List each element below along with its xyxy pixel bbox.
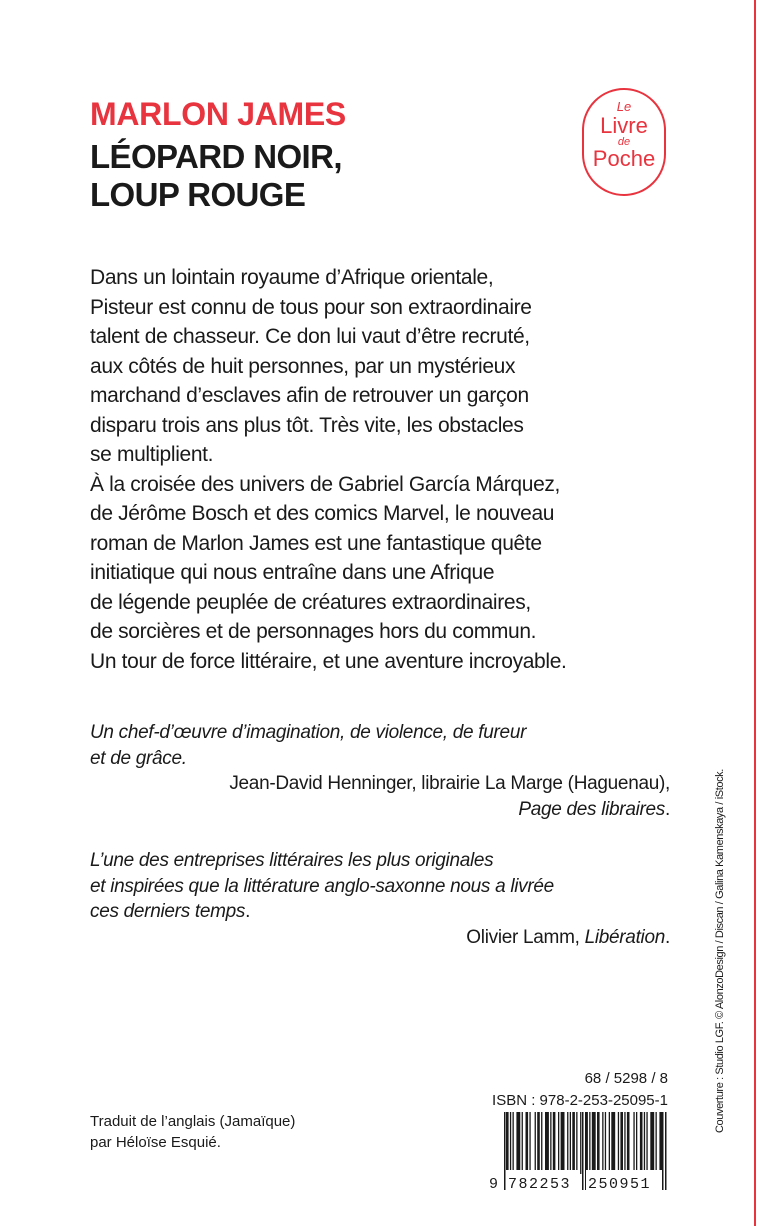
quote-author: Olivier Lamm, xyxy=(466,926,585,948)
barcode-bar xyxy=(624,1112,625,1174)
barcode-bar xyxy=(620,1112,623,1174)
barcode-bar xyxy=(605,1112,606,1174)
red-edge-rule xyxy=(754,0,756,1226)
quote-source-line xyxy=(90,797,670,823)
quote-line: et inspirées que la littérature anglo-saxonne nous a livrée xyxy=(90,875,554,897)
book-title xyxy=(90,138,342,214)
quote-attribution xyxy=(90,925,670,951)
barcode-bar xyxy=(580,1112,581,1174)
blurb-text xyxy=(90,263,690,676)
barcode-guard-bar xyxy=(665,1112,667,1190)
translator-credit xyxy=(90,1111,295,1153)
barcode-bar xyxy=(561,1112,565,1174)
blurb-line: de Jérôme Bosch et des comics Marvel, le nouveau xyxy=(90,502,555,525)
logo-text: Le xyxy=(616,99,632,114)
barcode-bar xyxy=(576,1112,577,1174)
barcode-bar xyxy=(558,1112,559,1174)
blurb-line: marchand d’esclaves afin de retrouver un garçon xyxy=(90,384,529,407)
blurb-line: À la croisée des univers de Gabriel García Márquez, xyxy=(90,472,561,496)
review-quote xyxy=(90,848,670,950)
quote-line: et de grâce. xyxy=(90,747,187,769)
blurb-line: disparu trois ans plus tôt. Très vite, les obstacles xyxy=(90,413,524,437)
barcode-bar xyxy=(636,1112,637,1174)
barcode-guard-bar xyxy=(662,1112,664,1190)
barcode-bar xyxy=(506,1112,509,1174)
blurb-line: Pisteur est connu de tous pour son extraordinaire xyxy=(90,295,532,319)
quote-source: Page des libraires xyxy=(518,798,666,820)
logo-text: de xyxy=(617,136,631,148)
barcode-bar xyxy=(567,1112,568,1174)
blurb-line: Un tour de force littéraire, et une aventure incroyable. xyxy=(90,649,567,673)
barcode-bar xyxy=(537,1112,540,1174)
catalog-number: 68 / 5298 / 8 xyxy=(584,1070,668,1087)
blurb-line: Dans un lointain royaume d’Afrique orientale, xyxy=(90,266,494,289)
barcode-bar xyxy=(659,1112,662,1174)
barcode-guard-bar xyxy=(582,1112,584,1190)
blurb-line: talent de chasseur. Ce don lui vaut d’être recruté, xyxy=(90,325,530,348)
barcode-bar xyxy=(611,1112,615,1174)
barcode-bar xyxy=(513,1112,514,1174)
quote-line-suffix: . xyxy=(245,901,251,922)
barcode-bar xyxy=(602,1112,603,1174)
barcode-bar xyxy=(545,1112,549,1174)
barcode-digits-right: 250951 xyxy=(588,1176,652,1190)
quote-line: L’une des entreprises littéraires les plus originales xyxy=(90,850,494,871)
barcode-digits-left: 782253 xyxy=(508,1176,572,1190)
quote-attribution: Jean-David Henninger, librairie La Marge (Haguenau), xyxy=(229,773,670,794)
blurb-line: de sorcières et de personnages hors du commun. xyxy=(90,620,537,643)
logo-text: Livre xyxy=(600,113,648,138)
barcode-bar xyxy=(526,1112,529,1174)
barcode-bar xyxy=(650,1112,654,1174)
barcode-bar xyxy=(535,1112,536,1174)
quote-line-text: ces derniers temps xyxy=(90,901,246,922)
barcode-digit-first: 9 xyxy=(489,1176,499,1190)
barcode-bar xyxy=(656,1112,657,1174)
quote-line xyxy=(90,899,670,925)
barcode-bar xyxy=(627,1112,630,1174)
barcode-guard-bar xyxy=(504,1112,506,1190)
barcode-bar xyxy=(553,1112,556,1174)
blurb-line: de légende peuplée de créatures extraordinaires, xyxy=(90,590,531,614)
blurb-line: roman de Marlon James est une fantastique quête xyxy=(90,531,542,555)
barcode-bar xyxy=(589,1112,590,1174)
barcode-bar xyxy=(522,1112,523,1174)
catalog-codes xyxy=(492,1068,668,1112)
book-title-line: LÉOPARD NOIR, xyxy=(90,138,342,175)
blurb-line: initiatique qui nous entraîne dans une Afrique xyxy=(90,561,495,584)
barcode-bar xyxy=(597,1112,600,1174)
barcode-bar xyxy=(618,1112,619,1174)
isbn-number: ISBN : 978-2-253-25095-1 xyxy=(492,1092,668,1109)
barcode-bar xyxy=(592,1112,596,1174)
quote-line: Un chef-d’œuvre d’imagination, de violence, de fureur xyxy=(90,722,527,743)
barcode-bar xyxy=(510,1112,511,1174)
barcode-bar xyxy=(529,1112,530,1174)
blurb-line: aux côtés de huit personnes, par un mystérieux xyxy=(90,354,516,378)
barcode-bar xyxy=(570,1112,571,1174)
barcode xyxy=(486,1112,670,1190)
blurb-line: se multiplient. xyxy=(90,443,214,466)
barcode-bar xyxy=(609,1112,610,1174)
logo-text: Poche xyxy=(592,146,656,171)
barcode-bar xyxy=(550,1112,551,1174)
publisher-logo xyxy=(582,88,666,196)
barcode-bar xyxy=(640,1112,643,1174)
book-title-line: LOUP ROUGE xyxy=(90,176,306,213)
barcode-bar xyxy=(516,1112,520,1174)
cover-credit: Couverture : Studio LGF. © AlonzoDesign / Discan / Galina Kamenskaya / iStock. xyxy=(714,769,726,1133)
review-quote xyxy=(90,720,670,822)
barcode-bar xyxy=(633,1112,634,1174)
barcode-bar xyxy=(646,1112,647,1174)
quote-source: Libération xyxy=(584,926,666,948)
author-name: MARLON JAMES xyxy=(90,96,346,132)
quote-source-suffix: . xyxy=(665,926,670,948)
translator-line: par Héloïse Esquié. xyxy=(90,1134,221,1151)
barcode-bar xyxy=(644,1112,645,1174)
barcode-bar xyxy=(572,1112,575,1174)
barcode-bar xyxy=(541,1112,542,1174)
translator-line: Traduit de l’anglais (Jamaïque) xyxy=(90,1113,296,1130)
quote-source-suffix: . xyxy=(665,798,670,820)
